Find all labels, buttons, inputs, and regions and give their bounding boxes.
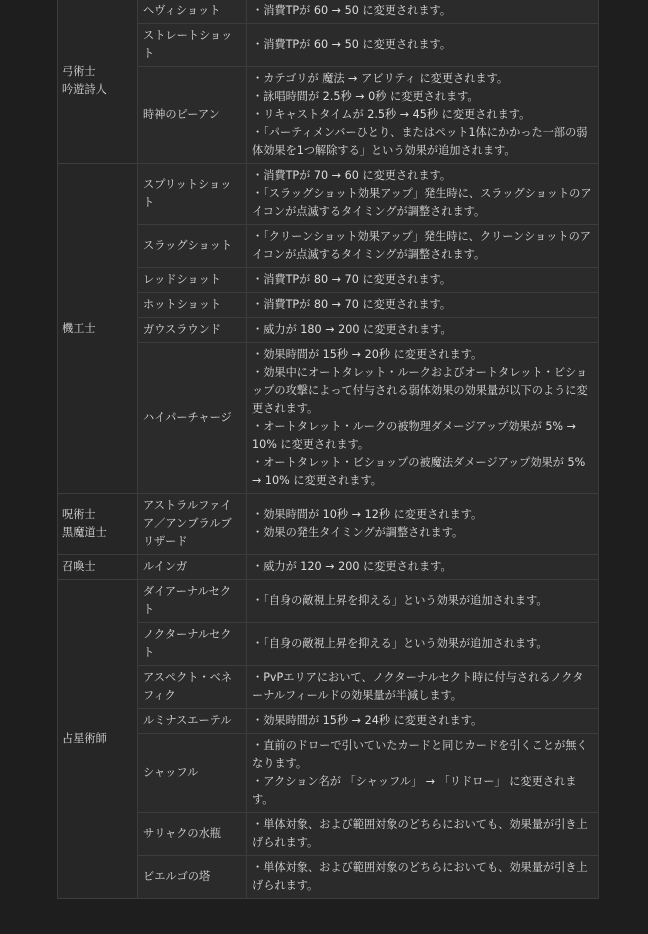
table-row <box>58 580 599 623</box>
text-line: 呪術士 <box>62 508 96 521</box>
text-line: ノクターナルセクト <box>143 628 232 659</box>
text-line: ・効果時間が 15秒 → 20秒 に変更されます。 <box>252 348 483 361</box>
skill-name-cell <box>138 813 247 856</box>
text-line: ・威力が 120 → 200 に変更されます。 <box>252 560 452 573</box>
change-description-cell <box>247 709 599 734</box>
table-row <box>58 494 599 555</box>
change-description-cell <box>247 293 599 318</box>
table-row <box>58 24 599 67</box>
change-description-cell <box>247 734 599 813</box>
change-description-cell <box>247 318 599 343</box>
text-line: ビエルゴの塔 <box>143 870 211 883</box>
skill-name-cell <box>138 293 247 318</box>
skill-changes-table <box>57 0 599 899</box>
skill-name-cell <box>138 623 247 666</box>
table-body <box>58 0 599 899</box>
text-line: レッドショット <box>143 273 221 286</box>
text-line: 占星術師 <box>62 732 107 745</box>
text-line: ストレートショット <box>143 29 233 60</box>
text-line: ダイアーナルセクト <box>143 585 232 616</box>
text-line: ・効果中にオートタレット・ルークおよびオートタレット・ビショップの攻撃によって付与される弱体効果の効果量が以下のように変更されます。 <box>252 366 588 415</box>
table-row <box>58 623 599 666</box>
change-description-cell <box>247 343 599 494</box>
table-row <box>58 293 599 318</box>
job-cell <box>58 494 138 555</box>
job-cell <box>58 0 138 164</box>
table-row <box>58 813 599 856</box>
text-line: ・オートタレット・ルークの被物理ダメージアップ効果が 5% → 10% に変更されます。 <box>252 420 576 451</box>
change-description-cell <box>247 225 599 268</box>
skill-name-cell <box>138 856 247 899</box>
text-line: ・カテゴリが 魔法 → アビリティ に変更されます。 <box>252 72 509 85</box>
text-line: ・「自身の敵視上昇を抑える」という効果が追加されます。 <box>252 637 548 650</box>
change-description-cell <box>247 24 599 67</box>
skill-name-cell <box>138 0 247 24</box>
text-line: 召喚士 <box>62 560 96 573</box>
text-line: ・「パーティメンバーひとり、またはペット1体にかかった一部の弱体効果を1つ解除する」という効果が追加されます。 <box>252 126 588 157</box>
text-line: ・消費TPが 80 → 70 に変更されます。 <box>252 298 452 311</box>
change-description-cell <box>247 268 599 293</box>
change-description-cell <box>247 164 599 225</box>
change-description-cell <box>247 856 599 899</box>
table-row <box>58 343 599 494</box>
text-line: ・リキャストタイムが 2.5秒 → 45秒 に変更されます。 <box>252 108 531 121</box>
change-description-cell <box>247 666 599 709</box>
text-line: シャッフル <box>143 766 199 779</box>
skill-name-cell <box>138 164 247 225</box>
text-line: ・威力が 180 → 200 に変更されます。 <box>252 323 452 336</box>
text-line: ・PvPエリアにおいて、ノクターナルセクト時に付与されるノクターナルフィールドの効果量が半減します。 <box>252 671 584 702</box>
skill-name-cell <box>138 225 247 268</box>
text-line: 弓術士 <box>62 65 96 78</box>
change-description-cell <box>247 67 599 164</box>
skill-name-cell <box>138 67 247 164</box>
table-row <box>58 734 599 813</box>
table-row <box>58 0 599 24</box>
text-line: ヘヴィショット <box>143 4 221 17</box>
job-cell <box>58 580 138 899</box>
table-row <box>58 709 599 734</box>
text-line: ・効果時間が 10秒 → 12秒 に変更されます。 <box>252 508 483 521</box>
skill-name-cell <box>138 580 247 623</box>
table-row <box>58 67 599 164</box>
text-line: ・「クリーンショット効果アップ」発生時に、クリーンショットのアイコンが点滅するタイミングが調整されます。 <box>252 230 591 261</box>
job-cell <box>58 164 138 494</box>
table-row <box>58 555 599 580</box>
text-line: ・詠唱時間が 2.5秒 → 0秒 に変更されます。 <box>252 90 479 103</box>
text-line: ルインガ <box>143 560 188 573</box>
text-line: ・消費TPが 70 → 60 に変更されます。 <box>252 169 452 182</box>
table-row <box>58 318 599 343</box>
text-line: ・「スラッグショット効果アップ」発生時に、スラッグショットのアイコンが点滅するタイミングが調整されます。 <box>252 187 592 218</box>
text-line: 機工士 <box>62 321 96 335</box>
text-line: サリャクの水瓶 <box>143 827 221 840</box>
text-line: ・単体対象、および範囲対象のどちらにおいても、効果量が引き上げられます。 <box>252 861 588 892</box>
text-line: ・消費TPが 80 → 70 に変更されます。 <box>252 273 452 286</box>
table-row <box>58 856 599 899</box>
text-line: ・「自身の敵視上昇を抑える」という効果が追加されます。 <box>252 594 548 607</box>
text-line: ハイパーチャージ <box>143 411 232 424</box>
change-description-cell <box>247 580 599 623</box>
job-cell <box>58 555 138 580</box>
change-description-cell <box>247 555 599 580</box>
text-line: ガウスラウンド <box>143 323 221 336</box>
skill-name-cell <box>138 268 247 293</box>
skill-name-cell <box>138 555 247 580</box>
text-line: スラッグショット <box>143 239 233 252</box>
table-row <box>58 225 599 268</box>
changes-table-container <box>57 0 599 899</box>
skill-name-cell <box>138 318 247 343</box>
text-line: スプリットショット <box>143 178 232 209</box>
skill-name-cell <box>138 709 247 734</box>
skill-name-cell <box>138 494 247 555</box>
text-line: ・消費TPが 60 → 50 に変更されます。 <box>252 38 452 51</box>
text-line: ・効果の発生タイミングが調整されます。 <box>252 526 464 539</box>
text-line: アスペクト・ベネフィク <box>143 671 233 702</box>
change-description-cell <box>247 494 599 555</box>
table-row <box>58 666 599 709</box>
table-row <box>58 164 599 225</box>
skill-name-cell <box>138 666 247 709</box>
skill-name-cell <box>138 734 247 813</box>
table-row <box>58 268 599 293</box>
skill-name-cell <box>138 343 247 494</box>
change-description-cell <box>247 623 599 666</box>
skill-name-cell <box>138 24 247 67</box>
text-line: アストラルファイア／アンブラルブリザード <box>143 499 232 548</box>
text-line: ルミナスエーテル <box>143 714 232 727</box>
text-line: ・アクション名が 「シャッフル」 → 「リドロー」 に変更されます。 <box>252 775 577 806</box>
text-line: ホットショット <box>143 298 222 311</box>
text-line: ・消費TPが 60 → 50 に変更されます。 <box>252 4 452 17</box>
text-line: ・オートタレット・ビショップの被魔法ダメージアップ効果が 5% → 10% に変更されます。 <box>252 456 586 487</box>
change-description-cell <box>247 0 599 24</box>
text-line: ・直前のドローで引いていたカードと同じカードを引くことが無くなります。 <box>252 739 588 770</box>
change-description-cell <box>247 813 599 856</box>
text-line: ・単体対象、および範囲対象のどちらにおいても、効果量が引き上げられます。 <box>252 818 588 849</box>
text-line: ・効果時間が 15秒 → 24秒 に変更されます。 <box>252 714 483 727</box>
text-line: 時神のピーアン <box>143 108 220 121</box>
text-line: 吟遊詩人 <box>62 83 107 96</box>
text-line: 黒魔道士 <box>62 526 107 539</box>
